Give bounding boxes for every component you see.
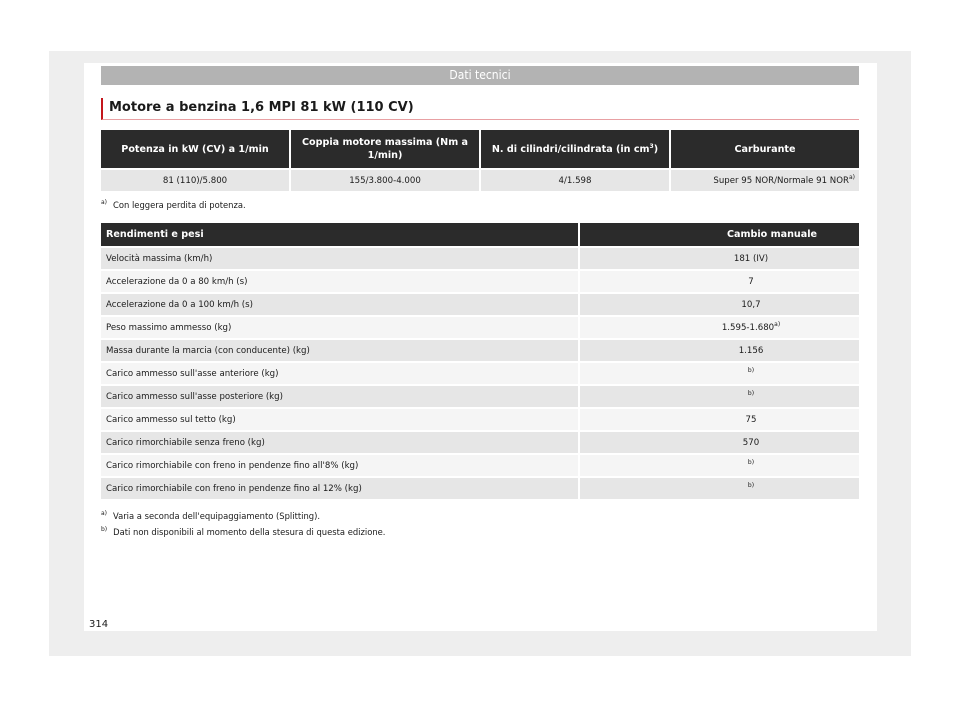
row-label: Carico rimorchiabile con freno in pendenze fino all'8% (kg) bbox=[101, 454, 579, 477]
table-row bbox=[101, 293, 859, 316]
row-label: Peso massimo ammesso (kg) bbox=[101, 316, 579, 339]
header-cylinders-suffix: ) bbox=[653, 143, 659, 155]
row-value bbox=[579, 316, 859, 339]
row-value-sup: a) bbox=[774, 320, 781, 328]
row-value bbox=[579, 385, 859, 408]
table-row bbox=[101, 408, 859, 431]
row-label: Carico ammesso sull'asse anteriore (kg) bbox=[101, 362, 579, 385]
header-performance-label: Rendimenti e pesi bbox=[101, 223, 579, 247]
row-value-text: 10,7 bbox=[741, 299, 761, 310]
row-value bbox=[579, 293, 859, 316]
row-value-sup: b) bbox=[747, 366, 755, 374]
header-fuel: Carburante bbox=[670, 130, 859, 169]
row-value bbox=[579, 477, 859, 499]
header-manual-gearbox: Cambio manuale bbox=[579, 223, 859, 247]
row-value bbox=[579, 408, 859, 431]
row-value-sup: b) bbox=[747, 389, 755, 397]
row-value-sup: b) bbox=[747, 481, 755, 489]
cell-power: 81 (110)/5.800 bbox=[101, 169, 290, 191]
header-cylinders-prefix: N. di cilindri/cilindrata (in cm bbox=[491, 143, 650, 155]
cell-fuel-sup: a) bbox=[848, 173, 855, 181]
footnote-marker: a) bbox=[101, 510, 108, 517]
table-row bbox=[101, 477, 859, 499]
row-label: Carico rimorchiabile con freno in pendenze fino al 12% (kg) bbox=[101, 477, 579, 499]
row-value bbox=[579, 454, 859, 477]
header-cylinders bbox=[480, 130, 670, 169]
row-value-text: 1.156 bbox=[738, 345, 764, 356]
table-row bbox=[101, 169, 859, 191]
row-label: Accelerazione da 0 a 80 km/h (s) bbox=[101, 270, 579, 293]
row-value-text: 7 bbox=[748, 276, 754, 287]
header-torque: Coppia motore massima (Nm a 1/min) bbox=[290, 130, 480, 169]
row-value bbox=[579, 431, 859, 454]
row-value-text: 75 bbox=[745, 414, 757, 425]
row-value bbox=[579, 339, 859, 362]
engine-table bbox=[101, 130, 859, 191]
header-power: Potenza in kW (CV) a 1/min bbox=[101, 130, 290, 169]
row-label: Carico ammesso sull'asse posteriore (kg) bbox=[101, 385, 579, 408]
cell-fuel bbox=[670, 169, 859, 191]
performance-body bbox=[101, 247, 859, 499]
row-label: Massa durante la marcia (con conducente) (kg) bbox=[101, 339, 579, 362]
table-row bbox=[101, 385, 859, 408]
performance-table bbox=[101, 223, 859, 499]
row-value bbox=[579, 270, 859, 293]
table-row bbox=[101, 431, 859, 454]
row-value-sup: b) bbox=[747, 458, 755, 466]
table-row bbox=[101, 270, 859, 293]
engine-table-header-row bbox=[101, 130, 859, 169]
footnote-marker: a) bbox=[101, 199, 108, 206]
table-row bbox=[101, 362, 859, 385]
section-header: Dati tecnici bbox=[101, 66, 859, 85]
page-number: 314 bbox=[89, 619, 109, 630]
row-value bbox=[579, 247, 859, 270]
footnote bbox=[101, 511, 320, 522]
row-value-text: 181 (IV) bbox=[733, 253, 769, 264]
cell-cylinders: 4/1.598 bbox=[480, 169, 670, 191]
footnote bbox=[101, 527, 385, 538]
cell-torque: 155/3.800-4.000 bbox=[290, 169, 480, 191]
row-value-text: 1.595-1.680 bbox=[721, 322, 775, 333]
footnote-text: Varia a seconda dell'equipaggiamento (Splitting). bbox=[113, 511, 321, 521]
row-value-text: 570 bbox=[742, 437, 760, 448]
table-row bbox=[101, 316, 859, 339]
footnote-text: Con leggera perdita di potenza. bbox=[113, 200, 246, 210]
row-label: Carico rimorchiabile senza freno (kg) bbox=[101, 431, 579, 454]
page-title: Motore a benzina 1,6 MPI 81 kW (110 CV) bbox=[101, 98, 859, 120]
cell-fuel-text: Super 95 NOR/Normale 91 NOR bbox=[713, 175, 849, 186]
table-row bbox=[101, 454, 859, 477]
row-value bbox=[579, 362, 859, 385]
row-label: Accelerazione da 0 a 100 km/h (s) bbox=[101, 293, 579, 316]
row-label: Carico ammesso sul tetto (kg) bbox=[101, 408, 579, 431]
table-row bbox=[101, 247, 859, 270]
performance-header-row bbox=[101, 223, 859, 247]
header-cylinders-sup: 3 bbox=[649, 142, 654, 150]
engine-footnote bbox=[101, 200, 246, 211]
footnote-text: Dati non disponibili al momento della stesura di questa edizione. bbox=[113, 527, 386, 537]
table-row bbox=[101, 339, 859, 362]
footnote-marker: b) bbox=[101, 526, 108, 533]
row-label: Velocità massima (km/h) bbox=[101, 247, 579, 270]
